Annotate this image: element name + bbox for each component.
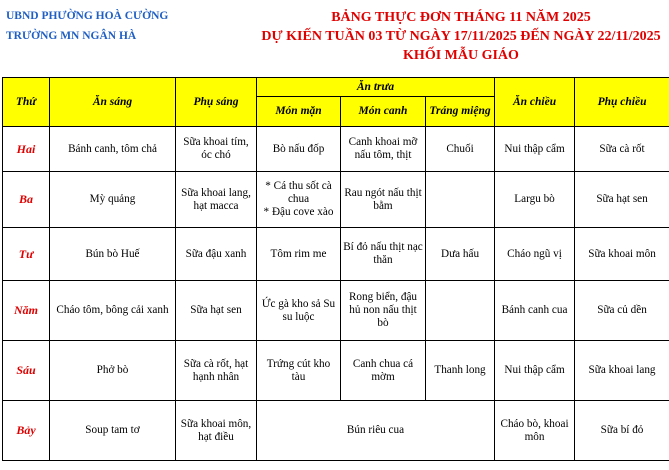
table-row: [3, 401, 669, 461]
header-morning-side: Phụ sáng: [176, 78, 257, 127]
title-block: [255, 8, 667, 65]
lunch-main-cell: Trứng cút kho tàu: [257, 341, 341, 401]
lunch-soup-cell: Canh chua cá mờm: [341, 341, 426, 401]
lunch-soup-cell: Rong biển, đậu hủ non nấu thịt bò: [341, 281, 426, 341]
afternoon-side-cell: Sữa khoai lang: [575, 341, 669, 401]
menu-grade-group: KHỐI MẪU GIÁO: [403, 48, 519, 63]
breakfast-cell: Phở bò: [50, 341, 176, 401]
morning-side-cell: Sữa khoai lang, hạt macca: [176, 172, 257, 228]
afternoon-side-cell: Sữa củ dền: [575, 281, 669, 341]
header-lunch-main: Món mặn: [257, 97, 341, 127]
menu-title: BẢNG THỰC ĐƠN THÁNG 11 NĂM 2025: [331, 10, 591, 25]
header-lunch-soup: Món canh: [341, 97, 426, 127]
breakfast-cell: Bánh canh, tôm chả: [50, 127, 176, 172]
lunch-dessert-cell: Dưa hấu: [426, 228, 495, 281]
header-lunch: Ăn trưa: [257, 78, 495, 97]
morning-side-cell: Sữa khoai tím, óc chó: [176, 127, 257, 172]
lunch-soup-cell: Canh khoai mỡ nấu tôm, thịt: [341, 127, 426, 172]
afternoon-side-cell: Sữa bí đỏ: [575, 401, 669, 461]
afternoon-side-cell: Sữa khoai môn: [575, 228, 669, 281]
menu-week-range: DỰ KIẾN TUẦN 03 TỪ NGÀY 17/11/2025 ĐẾN NGÀY 22/11/2025: [261, 29, 661, 44]
afternoon-cell: Nui thập cẩm: [495, 341, 575, 401]
header-afternoon: Ăn chiều: [495, 78, 575, 127]
header-breakfast: Ăn sáng: [50, 78, 176, 127]
lunch-soup-cell: Rau ngót nấu thịt bằm: [341, 172, 426, 228]
afternoon-cell: Cháo ngũ vị: [495, 228, 575, 281]
lunch-main-cell: [257, 172, 341, 228]
day-cell: Sáu: [3, 341, 50, 401]
morning-side-cell: Sữa đậu xanh: [176, 228, 257, 281]
lunch-combined-cell: Bún riêu cua: [257, 401, 495, 461]
lunch-dessert-cell: Thanh long: [426, 341, 495, 401]
school-name: TRƯỜNG MN NGÂN HÀ: [6, 30, 137, 42]
breakfast-cell: Mỳ quảng: [50, 172, 176, 228]
table-row: [3, 228, 669, 281]
day-cell: Hai: [3, 127, 50, 172]
morning-side-cell: Sữa khoai môn, hạt điều: [176, 401, 257, 461]
org-name: UBND PHƯỜNG HOÀ CƯỜNG: [6, 10, 169, 22]
table-row: [3, 341, 669, 401]
lunch-dessert-cell: [426, 172, 495, 228]
lunch-main-item: * Đậu cove xào: [263, 206, 334, 218]
menu-table: [2, 77, 669, 461]
day-cell: Năm: [3, 281, 50, 341]
header-day: Thứ: [3, 78, 50, 127]
afternoon-cell: Nui thập cẩm: [495, 127, 575, 172]
breakfast-cell: Bún bò Huế: [50, 228, 176, 281]
morning-side-cell: Sữa cà rốt, hạt hạnh nhân: [176, 341, 257, 401]
lunch-dessert-cell: Chuối: [426, 127, 495, 172]
morning-side-cell: Sữa hạt sen: [176, 281, 257, 341]
table-row: [3, 281, 669, 341]
header-afternoon-side: Phụ chiều: [575, 78, 669, 127]
table-row: [3, 172, 669, 228]
breakfast-cell: Cháo tôm, bông cải xanh: [50, 281, 176, 341]
afternoon-cell: Largu bò: [495, 172, 575, 228]
header-lunch-dessert: Tráng miệng: [426, 97, 495, 127]
day-cell: Ba: [3, 172, 50, 228]
day-cell: Tư: [3, 228, 50, 281]
lunch-main-item: * Cá thu sốt cà chua: [265, 180, 332, 205]
lunch-main-cell: Tôm rim me: [257, 228, 341, 281]
day-cell: Bảy: [3, 401, 50, 461]
lunch-main-cell: Bò nấu đốp: [257, 127, 341, 172]
afternoon-cell: Bánh canh cua: [495, 281, 575, 341]
afternoon-side-cell: Sữa hạt sen: [575, 172, 669, 228]
afternoon-side-cell: Sữa cà rốt: [575, 127, 669, 172]
lunch-dessert-cell: [426, 281, 495, 341]
table-row: [3, 127, 669, 172]
afternoon-cell: Cháo bò, khoai môn: [495, 401, 575, 461]
lunch-main-cell: Ức gà kho sả Su su luộc: [257, 281, 341, 341]
lunch-soup-cell: Bí đỏ nấu thịt nạc thăn: [341, 228, 426, 281]
breakfast-cell: Soup tam tơ: [50, 401, 176, 461]
